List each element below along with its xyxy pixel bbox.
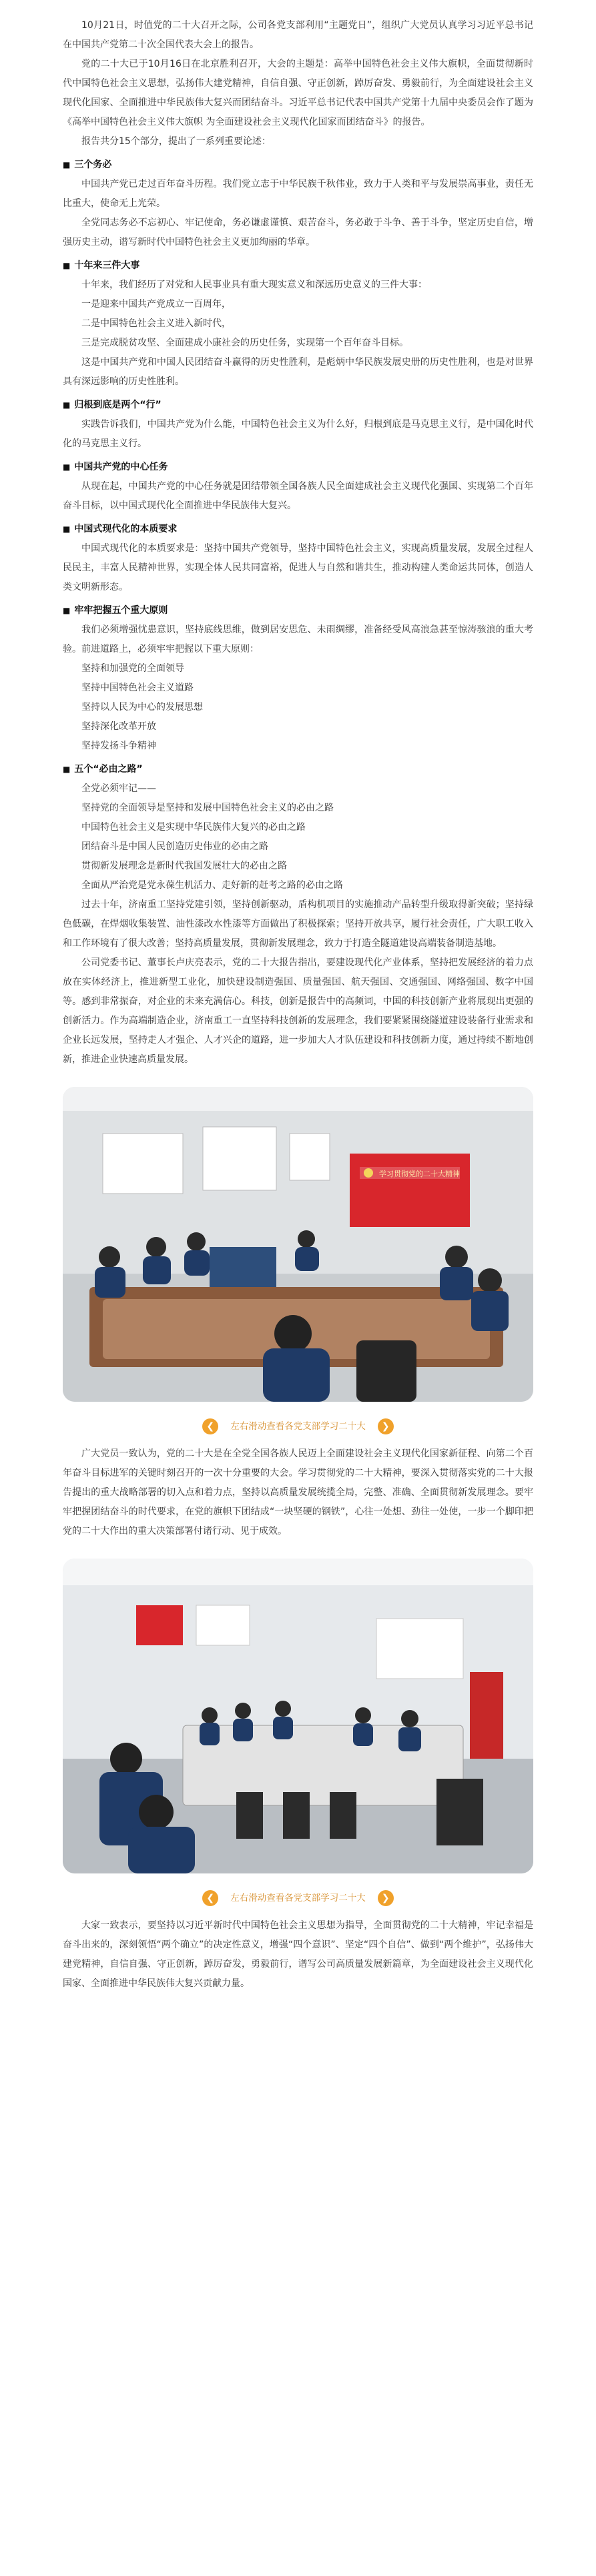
square-bullet-icon: ■ (63, 160, 71, 169)
closing (63, 895, 533, 1069)
meeting-photo[interactable] (63, 1559, 533, 1873)
square-bullet-icon: ■ (63, 606, 71, 615)
report-sections (63, 155, 533, 895)
chevron-left-icon[interactable]: ❮ (202, 1418, 218, 1434)
section-heading-text: 十年来三件大事 (74, 260, 140, 271)
section-heading (63, 155, 533, 175)
conclusion (63, 1916, 533, 1994)
section-heading-text: 中国式现代化的本质要求 (74, 524, 178, 534)
summary (63, 1444, 533, 1541)
section-paragraph: 全党同志务必不忘初心、牢记使命，务必谦虚谨慎、艰苦奋斗，务必敢于斗争、善于斗争，坚定历史自信，增强历史主动，谱写新时代中国特色社会主义更加绚丽的华章。 (63, 218, 533, 248)
section-paragraph: 坚持党的全面领导是坚持和发展中国特色社会主义的必由之路 (81, 803, 334, 813)
section-heading (63, 760, 533, 779)
section-heading-text: 归根到底是两个“行” (74, 400, 162, 410)
section-paragraph: 二是中国特色社会主义进入新时代， (81, 318, 231, 329)
section-heading-text: 牢牢把握五个重大原则 (74, 605, 168, 616)
intro-paragraph: 10月21日，时值党的二十大召开之际，公司各党支部利用“主题党日”，组织广大党员认真学习习近平总书记在中国共产党第二十次全国代表大会上的报告。 (63, 20, 533, 50)
conclusion-paragraph: 大家一致表示，要坚持以习近平新时代中国特色社会主义思想为指导，全面贯彻党的二十大精神，牢记幸福是奋斗出来的，深刻领悟“两个确立”的决定性意义，增强“四个意识”、坚定“四个自信”、做到“两个维护”，弘扬伟大建党精神，自信自强、守正创新，踔厉奋发，勇毅前行，谱写公司高质量发展新篇章，为全面建设社会主义现代化国家、全面推进中华民族伟大复兴贡献力量。 (63, 1920, 533, 1989)
intro-paragraph: 报告共分15个部分，提出了一系列重要论述： (81, 136, 271, 147)
section-heading (63, 256, 533, 276)
section-paragraph: 贯彻新发展理念是新时代我国发展壮大的必由之路 (81, 861, 287, 871)
section-heading-text: 三个务必 (74, 159, 112, 170)
section-paragraph: 十年来，我们经历了对党和人民事业具有重大现实意义和深远历史意义的三件大事： (81, 280, 427, 290)
swipe-caption: 左右滑动查看各党支部学习二十大 (230, 1893, 366, 1903)
section-heading-text: 五个“必由之路” (74, 764, 143, 775)
chevron-right-icon[interactable]: ❯ (378, 1418, 394, 1434)
photo-caption (63, 1889, 533, 1907)
intro (63, 0, 533, 151)
photo-caption (63, 1418, 533, 1435)
square-bullet-icon: ■ (63, 261, 71, 270)
section-paragraph: 实践告诉我们，中国共产党为什么能，中国特色社会主义为什么好，归根到底是马克思主义行，是中国化时代化的马克思主义行。 (63, 419, 533, 449)
section-heading (63, 520, 533, 539)
summary-paragraph: 广大党员一致认为，党的二十大是在全党全国各族人民迈上全面建设社会主义现代化国家新征程、向第二个百年奋斗目标进军的关键时刻召开的一次十分重要的大会。学习贯彻党的二十大精神，要深入贯彻落实党的二十大报告提出的重大战略部署的切入点和着力点，坚持以高质量发展统揽全局，完整、准确、全面贯彻新发展理念。要牢牢把握团结奋斗的时代要求，在党的旗帜下团结成“一块坚硬的钢铁”，心往一处想、劲往一处使，一步一个脚印把党的二十大作出的重大决策部署付诸行动、见于成效。 (63, 1448, 533, 1537)
closing-paragraph: 公司党委书记、董事长卢庆亮表示，党的二十大报告指出，要建设现代化产业体系，坚持把发展经济的着力点放在实体经济上，推进新型工业化，加快建设制造强国、质量强国、航天强国、交通强国、网络强国、数字中国等。感到非常振奋，对企业的未来充满信心。科技，创新是报告中的高频词，中国的科技创新产业将展现出更强的创新活力。作为高端制造企业，济南重工一直坚持科技创新的发展理念，我们要紧紧围绕隧道建设装备行业需求和企业长远发展，坚持走人才强企、人才兴企的道路，进一步加大人才队伍建设和科技创新力度，通过持续不断地创新，推进企业快速高质量发展。 (63, 957, 533, 1065)
section-paragraph: 全面从严治党是党永葆生机活力、走好新的赶考之路的必由之路 (81, 880, 343, 891)
section-paragraph: 三是完成脱贫攻坚、全面建成小康社会的历史任务，实现第一个百年奋斗目标。 (81, 338, 408, 348)
section-paragraph: 这是中国共产党和中国人民团结奋斗赢得的历史性胜利，是彪炳中华民族发展史册的历史性胜利，也是对世界具有深远影响的历史性胜利。 (63, 357, 533, 387)
square-bullet-icon: ■ (63, 462, 71, 472)
section-heading (63, 396, 533, 415)
chevron-right-icon[interactable]: ❯ (378, 1890, 394, 1906)
section-paragraph: 坚持和加强党的全面领导 (81, 663, 184, 674)
section-paragraph: 中国共产党已走过百年奋斗历程。我们党立志于中华民族千秋伟业，致力于人类和平与发展崇高事业，责任无比重大，使命无上光荣。 (63, 179, 533, 209)
section-paragraph: 坚持以人民为中心的发展思想 (81, 702, 203, 713)
square-bullet-icon: ■ (63, 400, 71, 410)
section-paragraph: 坚持中国特色社会主义道路 (81, 683, 194, 693)
chevron-left-icon[interactable]: ❮ (202, 1890, 218, 1906)
intro-paragraph: 党的二十大已于10月16日在北京胜利召开，大会的主题是：高举中国特色社会主义伟大旗帜，全面贯彻新时代中国特色社会主义思想，弘扬伟大建党精神，自信自强、守正创新，踔厉奋发、勇毅前行，为全面建设社会主义现代化国家、全面推进中华民族伟大复兴而团结奋斗。习近平总书记代表中国共产党第十九届中央委员会作了题为《高举中国特色社会主义伟大旗帜 为全面建设社会主义现代化国家而团结奋斗》的报告。 (63, 59, 533, 127)
square-bullet-icon: ■ (63, 765, 71, 774)
swipe-caption: 左右滑动查看各党支部学习二十大 (230, 1421, 366, 1432)
square-bullet-icon: ■ (63, 524, 71, 534)
section-paragraph: 中国式现代化的本质要求是：坚持中国共产党领导，坚持中国特色社会主义，实现高质量发展，发展全过程人民民主，丰富人民精神世界，实现全体人民共同富裕，促进人与自然和谐共生，推动构建人类命运共同体，创造人类文明新形态。 (63, 543, 533, 592)
section-paragraph: 中国特色社会主义是实现中华民族伟大复兴的必由之路 (81, 822, 306, 833)
section-heading (63, 601, 533, 620)
section-heading (63, 458, 533, 477)
meeting-photo[interactable] (63, 1087, 533, 1402)
section-paragraph: 团结奋斗是中国人民创造历史伟业的必由之路 (81, 841, 268, 852)
section-paragraph: 我们必须增强忧患意识，坚持底线思维，做到居安思危、未雨绸缪，准备经受风高浪急甚至惊涛骇浪的重大考验。前进道路上，必须牢牢把握以下重大原则： (63, 624, 533, 655)
section-paragraph: 坚持发扬斗争精神 (81, 741, 156, 751)
section-heading-text: 中国共产党的中心任务 (74, 462, 168, 472)
section-paragraph: 全党必须牢记—— (81, 783, 156, 794)
section-paragraph: 坚持深化改革开放 (81, 721, 156, 732)
section-paragraph: 从现在起，中国共产党的中心任务就是团结带领全国各族人民全面建成社会主义现代化强国、实现第二个百年奋斗目标，以中国式现代化全面推进中华民族伟大复兴。 (63, 481, 533, 511)
section-paragraph: 一是迎来中国共产党成立一百周年， (81, 299, 231, 310)
closing-paragraph: 过去十年，济南重工坚持党建引领，坚持创新驱动，盾构机项目的实施推动产品转型升级取得新突破；坚持绿色低碳，在焊烟收集装置、油性漆改水性漆等方面做出了积极探索；坚持开放共享，履行社会责任，广大职工收入和工作环境有了很大改善；坚持高质量发展，贯彻新发展理念，致力于打造全隧道建设高端装备制造基地。 (63, 899, 533, 949)
banner-title: 学习贯彻党的二十大精神 (379, 1170, 460, 1178)
